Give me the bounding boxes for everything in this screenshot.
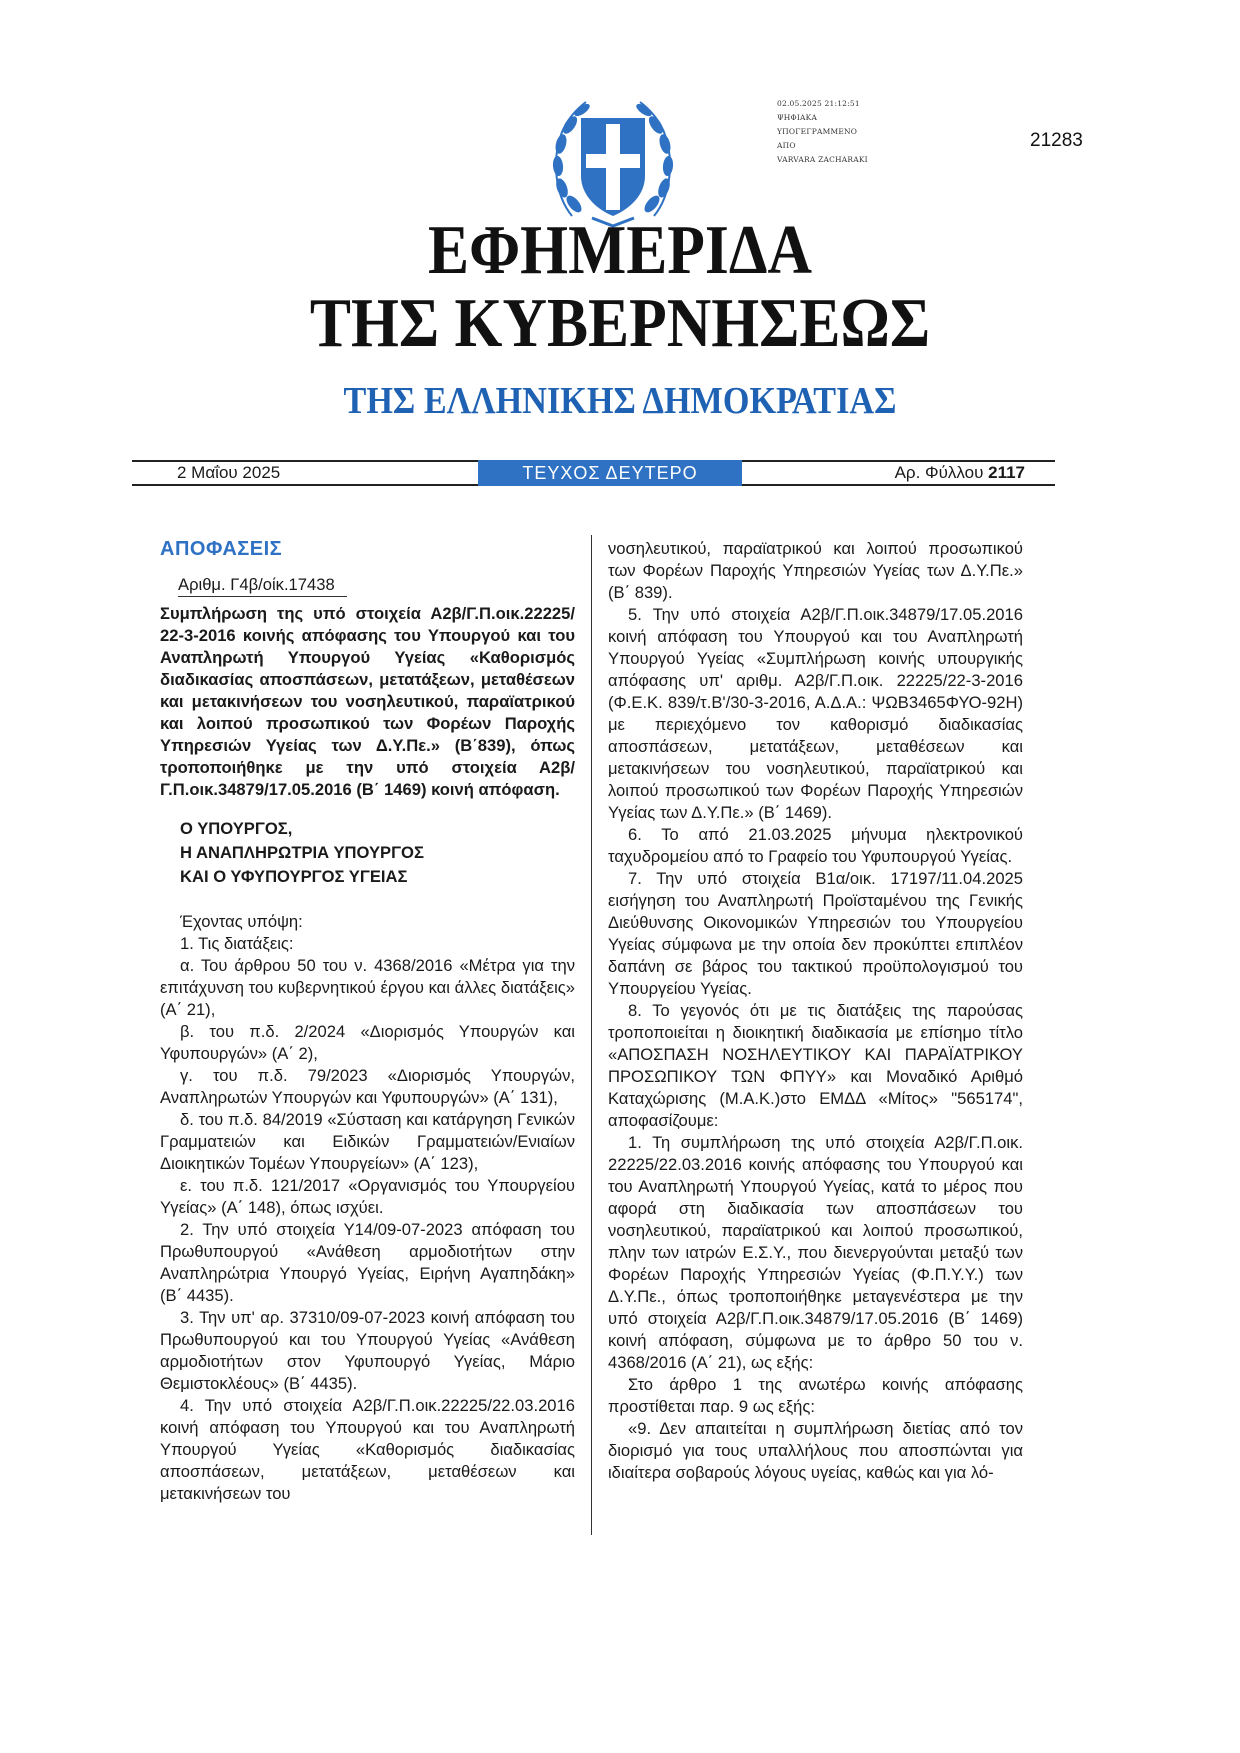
stamp-line: ΥΠΟΓΕΓΡΑΜΜΕΝΟ [777, 127, 858, 136]
decision-title: Συμπλήρωση της υπό στοιχεία Α2β/Γ.Π.οικ.22225/ 22-3-2016 κοινής απόφασης του Υπουργού και του Αναπληρωτή Υπουργού Υγείας «Καθορισμός διαδικασίας αποσπάσεων, μετατάξεων, μεταθέσεων και μετακινήσεων του νοσηλευτικού, παραϊατρικού και λοιπού προσωπικού των Φορέων Παροχής Υπηρεσιών Υγείας των Δ.Υ.Πε.» (Β΄839), όπως τροποποιήθηκε με την υπό στοιχεία Α2β/ Γ.Π.οικ.34879/17.05.2016 (Β΄ 1469) κοινή απόφαση. [160, 604, 575, 799]
paragraph: 6. Το από 21.03.2025 μήνυμα ηλεκτρονικού ταχυδρομείου από το Γραφείο του Υφυπουργού Υγείας. [608, 825, 1023, 866]
paragraph: Στο άρθρο 1 της ανωτέρω κοινής απόφασης προστίθεται παρ. 9 ως εξής: [608, 1375, 1023, 1416]
issue-info-bar [132, 460, 1055, 486]
paragraph: νοσηλευτικού, παραϊατρικού και λοιπού προσωπικού των Φορέων Παροχής Υπηρεσιών Υγείας των Δ.Υ.Πε.» (Β΄ 839). [608, 539, 1023, 602]
paragraph: ε. του π.δ. 121/2017 «Οργανισμός του Υπουργείου Υγείας» (Α΄ 148), όπως ισχύει. [160, 1176, 575, 1217]
authority-line: Η ΑΝΑΠΛΗΡΩΤΡΙΑ ΥΠΟΥΡΓΟΣ [180, 843, 424, 862]
coat-of-arms-emblem [548, 88, 678, 230]
column-divider [591, 535, 592, 1535]
digital-signature-stamp [777, 97, 868, 167]
sheet-number-prefix: Αρ. Φύλλου [894, 463, 989, 482]
paragraph: Έχοντας υπόψη: [180, 912, 303, 931]
authority-line: ΚΑΙ Ο ΥΦΥΠΟΥΡΓΟΣ ΥΓΕΙΑΣ [180, 867, 408, 886]
paragraph: β. του π.δ. 2/2024 «Διορισμός Υπουργών και Υφυπουργών» (Α΄ 2), [160, 1022, 575, 1063]
masthead-title-line1: ΕΦΗΜΕΡΙΔΑ [427, 212, 813, 289]
paragraph: 1. Τις διατάξεις: [180, 934, 294, 953]
paragraph: «9. Δεν απαιτείται η συμπλήρωση διετίας από τον διορισμό για τους υπαλλήλους που αποσπώνται για ιδιαίτερα σοβαρούς λόγους υγείας, καθώς και για λό- [608, 1419, 1023, 1482]
paragraph: 4. Την υπό στοιχεία Α2β/Γ.Π.οικ.22225/22.03.2016 κοινή απόφαση του Υπουργού και του Αναπληρωτή Υπουργού Υγείας «Καθορισμός διαδικασίας αποσπάσεων, μετατάξεων, μεταθέσεων και μετακινήσεων του [160, 1396, 575, 1503]
masthead-subtitle: ΤΗΣ ΕΛΛΗΝΙΚΗΣ ΔΗΜΟΚΡΑΤΙΑΣ [343, 380, 897, 422]
sheet-number [895, 463, 1025, 483]
section-heading: ΑΠΟΦΑΣΕΙΣ [160, 538, 283, 560]
stamp-line: ΑΠΟ [777, 141, 796, 150]
paragraph: 3. Την υπ' αρ. 37310/09-07-2023 κοινή απόφαση του Πρωθυπουργού και του Υπουργού Υγείας «Ανάθεση αρμοδιοτήτων στον Υφυπουργό Υγείας, Μάριο Θεμιστοκλέους» (Β΄ 4435). [160, 1308, 575, 1393]
paragraph: α. Του άρθρου 50 του ν. 4368/2016 «Μέτρα για την επιτάχυνση του κυβερνητικού έργου και άλλες διατάξεις» (Α΄ 21), [160, 956, 575, 1019]
authority-block [180, 817, 575, 889]
left-column [160, 538, 575, 1505]
paragraph: δ. του π.δ. 84/2019 «Σύσταση και κατάργηση Γενικών Γραμματειών και Ειδικών Γραμματειών/Ενιαίων Διοικητικών Τομέων Υπουργείων» (Α΄ 123), [160, 1110, 575, 1173]
issue-series-label: ΤΕΥΧΟΣ ΔΕΥΤΕΡΟ [478, 460, 742, 486]
masthead-title-line2: ΤΗΣ ΚΥΒΕΡΝΗΣΕΩΣ [309, 285, 931, 362]
paragraph: γ. του π.δ. 79/2023 «Διορισμός Υπουργών, Αναπληρωτών Υπουργών και Υφυπουργών» (Α΄ 131), [160, 1066, 575, 1107]
right-column [608, 538, 1023, 1484]
authority-line: Ο ΥΠΟΥΡΓΟΣ, [180, 819, 293, 838]
paragraph: 1. Τη συμπλήρωση της υπό στοιχεία Α2β/Γ.Π.οικ. 22225/22.03.2016 κοινής απόφασης του Υπουργού και του Αναπληρωτή Υπουργού Υγείας, κατά το μέρος που αφορά στη διαδικασία των αποσπάσεων του νοσηλευτικού, παραϊατρικού και λοιπού προσωπικού, πλην των ιατρών Ε.Σ.Υ., που διενεργούνται μεταξύ των Φορέων Παροχής Υπηρεσιών Υγείας (Φ.Π.Υ.Υ.) των Δ.Υ.Πε., όπως τροποποιήθηκε μεταγενέστερα με την υπό στοιχεία Α2β/Γ.Π.οικ.34879/17.05.2016 (Β΄ 1469) κοινή απόφαση, σύμφωνα με το άρθρο 50 του ν. 4368/2016 (Α΄ 21), ως εξής: [608, 1133, 1023, 1372]
issue-date: 2 Μαΐου 2025 [177, 463, 281, 482]
stamp-line: ΨΗΦΙΑΚΑ [777, 113, 818, 122]
page-issue-number: 21283 [1030, 130, 1083, 151]
paragraph: 5. Την υπό στοιχεία Α2β/Γ.Π.οικ.34879/17.05.2016 κοινή απόφαση του Υπουργού και του Αναπληρωτή Υπουργού Υγείας «Συμπλήρωση κοινής υπουργικής απόφασης υπ' αριθμ. Α2β/Γ.Π.οικ. 22225/22-3-2016 (Φ.Ε.Κ. 839/τ.Β'/30-3-2016, Α.Δ.Α.: ΨΩΒ3465ΦΥΟ-92Η) με περιεχόμενο τον καθορισμό διαδικασίας αποσπάσεων, μετατάξεων, μεταθέσεων και μετακινήσεων του νοσηλευτικού, παραϊατρικού και λοιπού προσωπικού των Φορέων Παροχής Υπηρεσιών Υγείας των Δ.Υ.Πε.» (Β΄ 1469). [608, 605, 1023, 822]
sheet-number-value: 2117 [988, 463, 1025, 482]
paragraph: 2. Την υπό στοιχεία Υ14/09-07-2023 απόφαση του Πρωθυπουργού «Ανάθεση αρμοδιοτήτων στην Αναπληρώτρια Υπουργό Υγείας, Ειρήνη Αγαπηδάκη» (Β΄ 4435). [160, 1220, 575, 1305]
paragraph: 7. Την υπό στοιχεία Β1α/οικ. 17197/11.04.2025 εισήγηση του Αναπληρωτή Προϊσταμένου της Γενικής Διεύθυνσης Οικονομικών Υπηρεσιών του Υπουργείου Υγείας σύμφωνα με την οποία δεν προκύπτει επιπλέον δαπάνη σε βάρος του τακτικού προϋπολογισμού του Υπουργείου Υγείας. [608, 869, 1023, 998]
stamp-line: 02.05.2025 21:12:51 [777, 99, 860, 108]
stamp-line: VARVARA ZACHARAKI [777, 155, 868, 164]
paragraph: 8. Το γεγονός ότι με τις διατάξεις της παρούσας τροποποιείται η διοικητική διαδικασία με επίσημο τίτλο «ΑΠΟΣΠΑΣΗ ΝΟΣΗΛΕΥΤΙΚΟΥ ΚΑΙ ΠΑΡΑΪΑΤΡΙΚΟΥ ΠΡΟΣΩΠΙΚΟΥ ΤΩΝ ΦΠΥΥ» και Μοναδικό Αριθμό Καταχώρισης (Μ.Α.Κ.)στο ΕΜΔΔ «Μίτος» "565174", αποφασίζουμε: [608, 1001, 1023, 1130]
decision-number: Αριθμ. Γ4β/οίκ.17438 [178, 574, 347, 597]
